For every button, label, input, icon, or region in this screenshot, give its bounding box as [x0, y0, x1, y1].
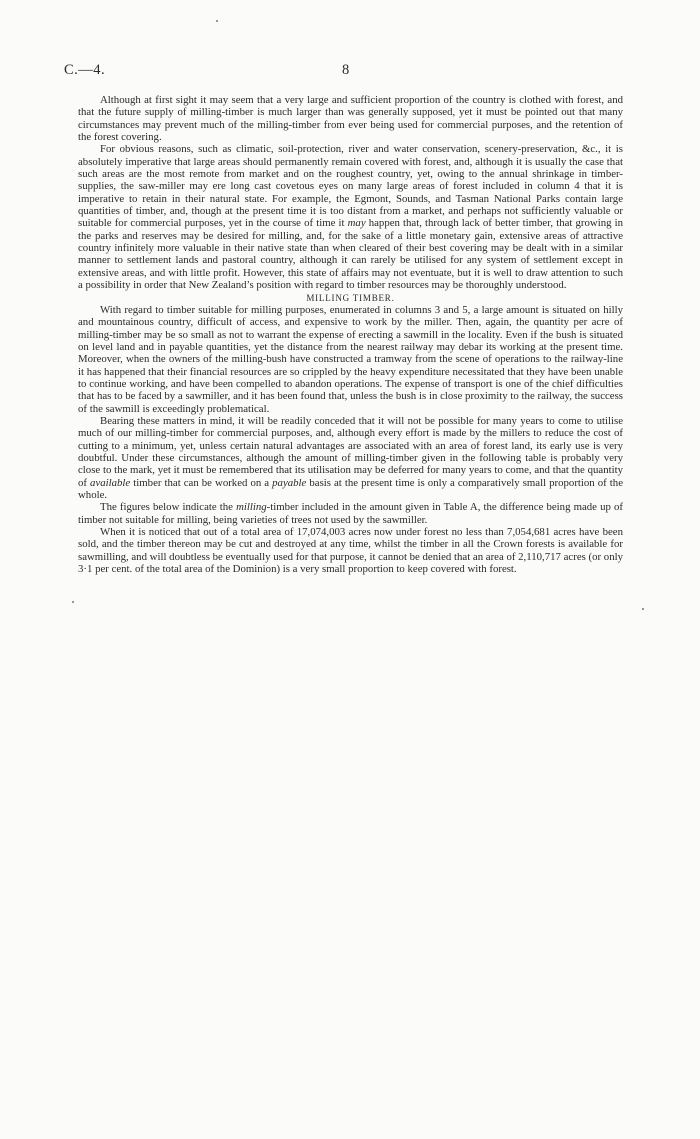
body-paragraph — [78, 304, 623, 415]
scan-speck — [216, 20, 218, 22]
paragraph-text: With regard to timber suitable for milling purposes, enumerated in columns 3 and 5, a large amount is situated on hilly and mountainous country, difficult of access, and expensive to work by the miller. Then, again, the quantity per acre of milling-timber may be so small as not to warrant the expense of erecting a sawmill in the locality. Even if the bush is situated on level land and in payable quantities, yet the distance from the nearest railway may debar its working at the present time. Moreover, when the owners of the milling-bush have constructed a tramway from the scene of operations to the railway-line it has happened that their financial resources are so crippled by the heavy expenditure necessitated that they have been unable to continue working, and have been compelled to abandon operations. The expense of transport is one of the chief difficulties that has to be faced by a sawmiller, and it has been found that, unless the bush is in close proximity to the railway, the success of the sawmill is exceedingly problematical. — [78, 303, 623, 415]
italic-emphasis: milling — [236, 501, 267, 514]
paragraph-text: The figures below indicate the — [100, 501, 237, 514]
paragraph-text: timber that can be worked on a — [130, 476, 273, 489]
italic-emphasis: may — [347, 217, 366, 230]
paragraph-text: Bearing these matters in mind, it will be readily conceded that it will not be possible for many years to come to utilise much of our milling-timber for commercial purposes, and, although every effort is made by the millers to reduce the cost of cutting to a minimum, yet, unless certain natural advantages are associated with an area of forest land, its early use is very doubtful. Under these circumstances, although the amount of milling-timber given in the following table is probably very close to the mark, yet it must be remembered that its utilisation may be deferred for many years to come, and that the quantity of — [78, 414, 623, 489]
italic-emphasis: payable — [272, 476, 307, 489]
scan-speck — [642, 608, 644, 610]
body-paragraph — [78, 143, 623, 291]
scan-speck — [72, 601, 74, 603]
paragraph-text: When it is noticed that out of a total area of 17,074,003 acres now under forest no less than 7,054,681 acres have been sold, and the timber thereon may be cut and destroyed at any time, whilst the timber in all the Crown forests is available for sawmilling, and will doubtless be eventually used for that purpose, it cannot be denied that an area of 2,110,717 acres (or only 3·1 per cent. of the total area of the Dominion) is a very small proportion to keep covered with forest. — [78, 526, 623, 576]
section-heading: MILLING TIMBER. — [306, 292, 395, 303]
paragraph-text: basis at the present time is only a comparatively small proportion of the whole. — [78, 476, 623, 501]
paragraph-text: Although at first sight it may seem that a very large and sufficient proportion of the country is clothed with forest, and that the future supply of milling-timber is much larger than was generally supposed, yet it must be pointed out that many circumstances may prevent much of the milling-timber from ever being used for commercial purposes, and the retention of the forest covering. — [78, 94, 623, 144]
document-body — [78, 94, 623, 575]
italic-emphasis: available — [90, 476, 131, 489]
paragraph-text: For obvious reasons, such as climatic, soil-protection, river and water conservation, scenery-preservation, &c., it is absolutely imperative that large areas should permanently remain covered with forest, and, although it is usually the case that such areas are the most remote from market and on the roughest country, yet, owing to the annual shrinkage in timber-supplies, the saw-miller may ere long cast covetous eyes on many large areas of forest included in column 4 that it is imperative to retain in their natural state. For example, the Egmont, Sounds, and Tasman National Parks contain large quantities of timber, and, though at the present time it is too distant from a market, and perhaps not sufficiently valuable or suitable for commercial purposes, yet in the course of time it — [78, 143, 623, 230]
paragraph-text: happen that, through lack of better timber, that growing in the parks and reserves may be desired for milling, and, for the sake of a little monetary gain, extensive areas of attractive country infinitely more valuable in their native state than when cleared of their best covering may be dealt with in a similar manner to settlement lands and pastoral country, although it can rarely be utilised for any system of settlement except in extensive areas, and with little profit. However, this state of affairs may not eventuate, but it is well to draw attention to such a possibility in order that New Zealand’s position with regard to timber resources may be thoroughly understood. — [78, 217, 624, 292]
document-reference: C.—4. — [64, 62, 106, 78]
body-paragraph — [78, 415, 623, 501]
body-paragraph — [78, 501, 623, 526]
body-paragraph — [78, 94, 623, 143]
body-paragraph — [78, 526, 623, 575]
paragraph-text: -timber included in the amount given in Table A, the difference being made up of timber not suitable for milling, being varieties of trees not used by the sawmiller. — [78, 501, 623, 526]
page-number: 8 — [342, 62, 350, 78]
